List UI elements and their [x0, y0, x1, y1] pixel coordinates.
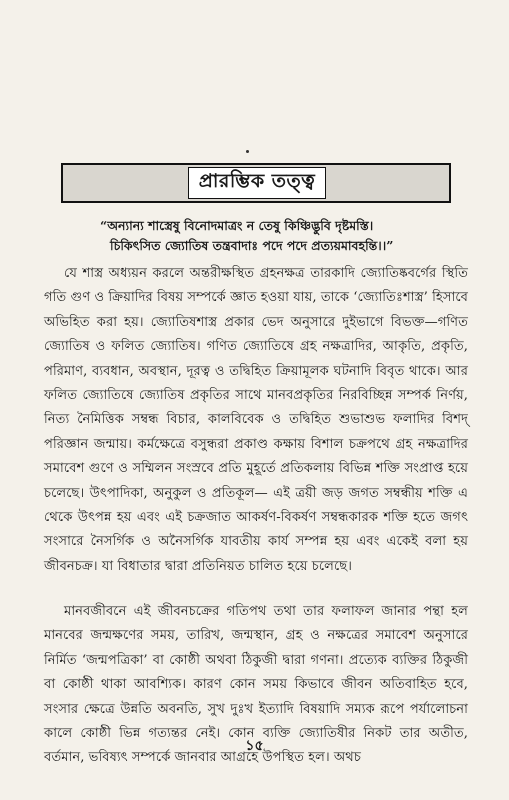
chapter-title: প্রারম্ভিক তত্ত্ব	[198, 170, 316, 192]
page-number: ১৫	[245, 738, 264, 754]
paragraph: মানবজীবনে এই জীবনচক্রের গতিপথ তথা তার ফলাফল জানার পন্থা হল মানবের জন্মক্ষণের সময়, তারিখ, জন্মস্থান, গ্রহ ও নক্ষত্রের সমাবেশ অনুসারে নির্মিত ‘জন্মপত্রিকা’ বা কোষ্ঠী অথবা ঠিকুজী দ্বারা গণনা। প্রত্যেক ব্যক্তির ঠিকুজী বা কোষ্ঠী থাকা আবশ্যিক। কারণ কোন সময় কিভাবে জীবন অতিবাহিত হবে, সংসার ক্ষেত্রে উন্নতি অবনতি, সুখ দুঃখ ইত্যাদি বিষয়াদি সম্যক রূপে পর্যালোচনা কালে কোষ্ঠী ভিন্ন গত্যন্তর নেই। কোন ব্যক্তি জ্যোতিষীর নিকট তার অতীত, বর্তমান, ভবিষ্যৎ সম্পর্কে জানবার আগ্রহে উপস্থিত হল। অথচ	[44, 604, 468, 766]
paragraph-1-block	[44, 262, 468, 579]
chapter-title-box	[61, 163, 451, 203]
quote-line-1: “অন্যান্য শাস্ত্রেষু বিনোদমাত্রং ন তেষু কিঞ্চিদ্ভুবি দৃষ্টমস্তি।	[100, 218, 374, 233]
quote-block	[100, 216, 480, 256]
paragraph: যে শাস্ত্র অধ্যয়ন করলে অন্তরীক্ষস্থিত গ্রহনক্ষত্র তারকাদি জ্যোতিষ্কবর্গের স্থিতি গতি গুণ ও ক্রিয়াদির বিষয় সম্পর্কে জ্ঞাত হওয়া যায়, তাকে ‘জ্যোতিঃশাস্ত্র’ হিসাবে অভিহিত করা হয়। জ্যোতিষশাস্ত্র প্রকার ভেদ অনুসারে দুইভাগে বিভক্ত—গণিত জ্যোতিষ ও ফলিত জ্যোতিষ। গণিত জ্যোতিষে গ্রহ নক্ষত্রাদির, আকৃতি, প্রকৃতি, পরিমাণ, ব্যবধান, অবস্থান, দূরত্ব ও তদ্বিহিত ক্রিয়ামূলক ঘটনাদি বিবৃত থাকে। আর ফলিত জ্যোতিষে জ্যোতিষ প্রকৃতির সাথে মানবপ্রকৃতির নিরবিচ্ছিন্ন সম্পর্ক নির্ণয়, নিত্য নৈমিত্তিক সম্বন্ধ বিচার, কালবিবেক ও তদ্বিহিত শুভাশুভ ফলাদির বিশদ্‌ পরিজ্ঞান জন্মায়। কর্মক্ষেত্রে বসুন্ধরা প্রকাণ্ড কক্ষায় বিশাল চক্রপথে গ্রহ নক্ষত্রাদির সমাবেশ গুণে ও সম্মিলন সংস্রবে প্রতি মুহূর্তে প্রতিকলায় বিভিন্ন শক্তি সংপ্রাপ্ত হয়ে চলেছে। উৎপাদিকা, অনুকুল ও প্রতিকূল— এই ত্রয়ী জড় জগত সম্বন্ধীয় শক্তি এ থেকে উৎপন্ন হয় এবং এই চক্রজাত আকর্ষণ-বিকর্ষণ সম্বন্ধকারক শক্তি হতে জগৎ সংসারে নৈসর্গিক ও অনৈসর্গিক যাবতীয় কার্য সম্পন্ন হয় এবং একেই বলা হয় জীবনচক্র। যা বিধাতার দ্বারা প্রতিনিয়ত চালিত হয়ে চলেছে।	[44, 266, 468, 574]
ornament-dot	[246, 150, 249, 153]
quote-line-2: চিকিৎসিত জ্যোতিষ তন্ত্রবাদাঃ পদে পদে প্রত্যয়মাবহন্তি।।”	[110, 238, 394, 253]
chapter-title-frame	[188, 167, 326, 199]
